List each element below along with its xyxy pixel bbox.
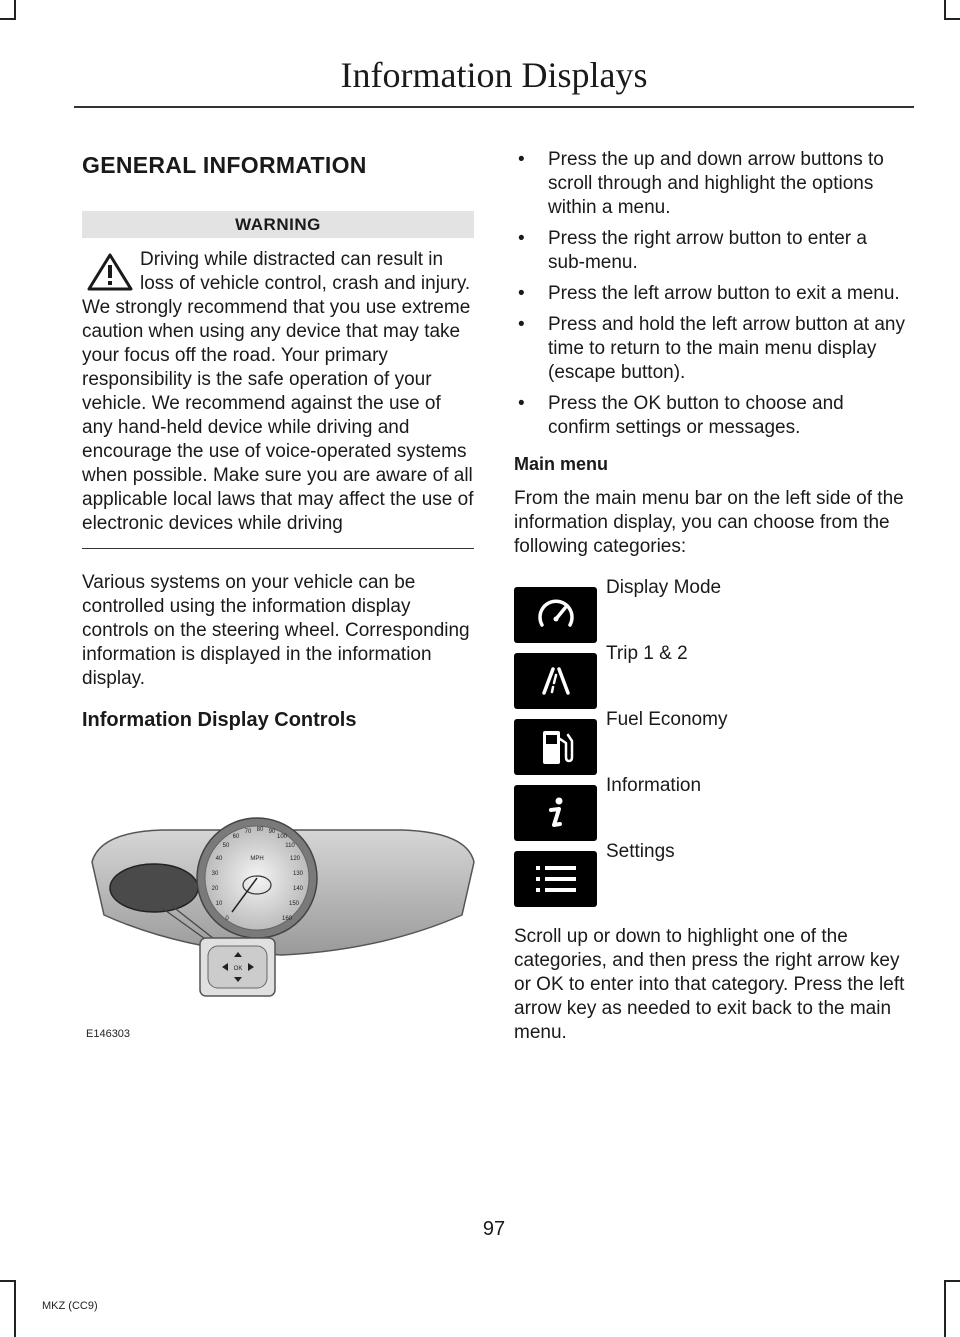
menu-item-label: Fuel Economy	[606, 709, 728, 730]
menu-item-label: Information	[606, 775, 702, 796]
warning-rule	[82, 548, 474, 549]
crop-mark	[0, 1280, 16, 1282]
header-rule	[74, 106, 914, 108]
page-number: 97	[482, 1218, 506, 1240]
right-column	[514, 148, 908, 1063]
main-menu-intro: From the main menu bar on the left side of the information display, you can choose from the following categories:	[514, 488, 904, 557]
crop-mark	[14, 0, 16, 20]
main-menu-outro: Scroll up or down to highlight one of the categories, and then press the right arrow key or OK to enter into that category. Press the left arrow key as needed to exit back to the main menu.	[514, 926, 905, 1043]
svg-text:110: 110	[285, 843, 295, 849]
menu-item-information	[514, 775, 908, 841]
list-item: • Press the OK button to choose and confirm settings or messages.	[514, 392, 908, 440]
road-icon	[514, 653, 597, 709]
gauge-unit-label: MPH	[250, 856, 264, 862]
crop-mark	[14, 1280, 16, 1337]
warning-box	[82, 248, 474, 536]
svg-text:100: 100	[276, 834, 288, 840]
crop-mark	[944, 1280, 946, 1337]
svg-text:50: 50	[222, 843, 230, 849]
left-column	[82, 148, 474, 1040]
info-icon	[514, 785, 597, 841]
svg-text:70: 70	[244, 829, 252, 835]
svg-text:120: 120	[289, 856, 301, 862]
page-title: Information Displays	[340, 55, 648, 95]
svg-text:160: 160	[281, 916, 293, 922]
speedometer-icon	[514, 587, 597, 643]
menu-item-label: Display Mode	[606, 577, 722, 598]
menu-item-settings	[514, 841, 908, 907]
warning-label: WARNING	[82, 211, 474, 238]
list-item: • Press the right arrow button to enter a sub-menu.	[514, 227, 908, 275]
intro-paragraph: Various systems on your vehicle can be controlled using the information display controls on the steering wheel. Corresponding information is displayed in the information display.	[82, 572, 470, 689]
footer-model: MKZ (CC9)	[42, 1300, 98, 1312]
crop-mark	[944, 18, 960, 20]
svg-text:0: 0	[225, 916, 229, 922]
svg-text:150: 150	[288, 901, 300, 907]
list-icon	[514, 851, 597, 907]
fuel-pump-icon	[514, 719, 597, 775]
controls-heading: Information Display Controls	[82, 709, 357, 731]
menu-item-label: Trip 1 & 2	[606, 643, 688, 664]
info-display-screen	[110, 864, 198, 912]
figure-code: E146303	[86, 1028, 131, 1040]
menu-item-display-mode	[514, 577, 908, 643]
instruction-list	[514, 148, 908, 440]
warning-text: Driving while distracted can result in loss of vehicle control, crash and injury. We strongly recommend that you use extreme caution when using any device that may take your focus off the road. Your primary responsibility is the safe operation of your vehicle. We recommend against the use of any hand-held device while driving and encourage the use of voice-operated systems when possible. Make sure you are aware of all applicable local laws that may affect the use of electronic devices while driving	[82, 249, 474, 534]
list-item: • Press the up and down arrow buttons to scroll through and highlight the options within a menu.	[514, 148, 908, 220]
list-item: • Press the left arrow button to exit a menu.	[514, 282, 908, 306]
menu-item-fuel-economy	[514, 709, 908, 775]
svg-text:80: 80	[256, 827, 264, 833]
menu-item-label: Settings	[606, 841, 675, 862]
svg-text:130: 130	[292, 871, 304, 877]
menu-item-trip	[514, 643, 908, 709]
svg-text:20: 20	[211, 886, 219, 892]
svg-text:30: 30	[211, 871, 219, 877]
svg-text:40: 40	[215, 856, 223, 862]
svg-text:10: 10	[215, 901, 223, 907]
section-heading: GENERAL INFORMATION	[82, 152, 367, 178]
crop-mark	[0, 18, 16, 20]
instrument-cluster-illustration	[82, 750, 482, 1020]
warning-triangle-icon	[86, 252, 134, 292]
ok-button-label: OK	[233, 966, 243, 972]
list-item: • Press and hold the left arrow button at any time to return to the main menu display (escape button).	[514, 313, 908, 385]
crop-mark	[944, 0, 946, 20]
instrument-cluster-figure	[82, 750, 482, 1040]
svg-text:60: 60	[232, 834, 240, 840]
crop-mark	[944, 1280, 960, 1282]
svg-text:140: 140	[292, 886, 304, 892]
main-menu-heading: Main menu	[514, 454, 609, 474]
svg-text:90: 90	[268, 829, 276, 835]
